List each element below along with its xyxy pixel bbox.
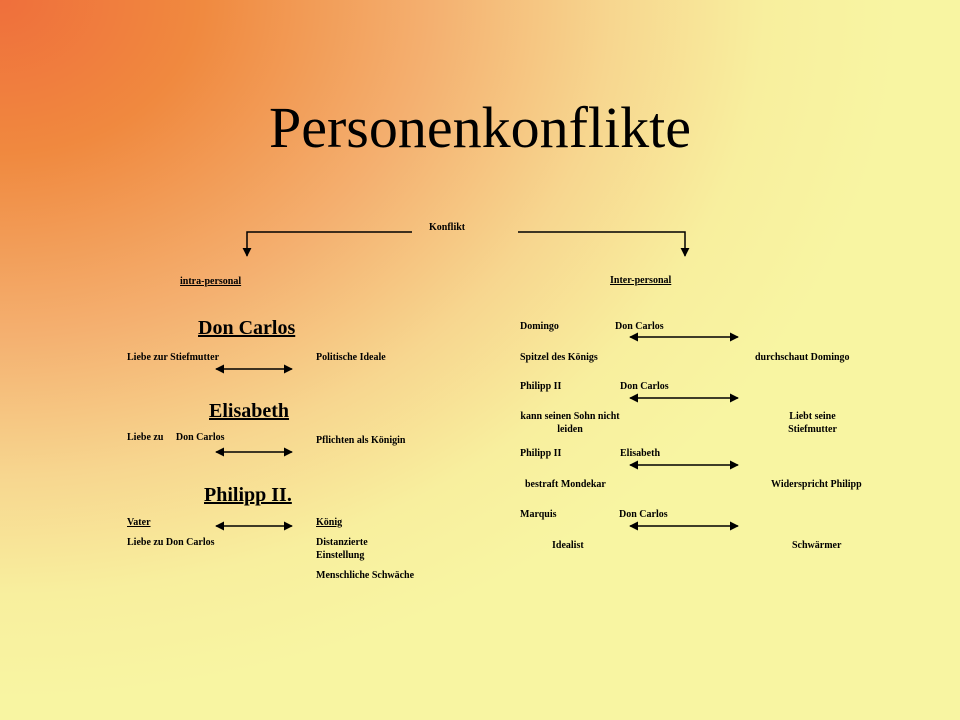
intra-philipp-right-text1: Distanzierte Einstellung — [316, 537, 368, 561]
intra-don-carlos-right: Politische Ideale — [316, 352, 386, 363]
inter-2-left-desc: kann seinen Sohn nicht leiden — [520, 411, 620, 435]
inter-3-right-desc: Widerspricht Philipp — [771, 479, 862, 490]
inter-3-left-desc: bestraft Mondekar — [525, 479, 606, 490]
intra-don-carlos-name: Don Carlos — [198, 317, 296, 339]
inter-4-left-desc: Idealist — [552, 540, 584, 551]
intra-elisabeth-name: Elisabeth — [209, 400, 290, 422]
inter-3-right: Elisabeth — [620, 448, 661, 459]
branch-intra-personal: intra-personal — [180, 276, 242, 287]
inter-2-right-desc: Liebt seine Stiefmutter — [788, 411, 837, 435]
inter-3-left: Philipp II — [520, 448, 562, 459]
connector-left — [247, 232, 412, 256]
inter-4-right: Don Carlos — [619, 509, 668, 520]
inter-1-right: Don Carlos — [615, 321, 664, 332]
inter-2-left: Philipp II — [520, 381, 562, 392]
intra-don-carlos-left: Liebe zur Stiefmutter — [127, 352, 220, 363]
inter-4-right-desc: Schwärmer — [792, 540, 842, 551]
intra-elisabeth-right: Pflichten als Königin — [316, 435, 406, 446]
slide-title: Personenkonflikte — [268, 95, 692, 160]
inter-1-right-desc: durchschaut Domingo — [755, 352, 850, 363]
inter-1-left-desc: Spitzel des Königs — [520, 352, 598, 363]
intra-philipp-name: Philipp II. — [204, 484, 292, 506]
intra-philipp-right-text2: Menschliche Schwäche — [316, 570, 415, 581]
intra-philipp-right-label: König — [316, 517, 343, 528]
intra-philipp-left-text: Liebe zu Don Carlos — [127, 537, 215, 548]
intra-philipp-left-label: Vater — [127, 517, 151, 528]
inter-2-right: Don Carlos — [620, 381, 669, 392]
root-konflikt: Konflikt — [429, 222, 466, 233]
inter-1-left: Domingo — [520, 321, 559, 332]
intra-elisabeth-left: Liebe zu Don Carlos — [127, 432, 225, 443]
inter-4-left: Marquis — [520, 509, 557, 520]
connector-right — [518, 232, 685, 256]
branch-inter-personal: Inter-personal — [610, 275, 672, 286]
